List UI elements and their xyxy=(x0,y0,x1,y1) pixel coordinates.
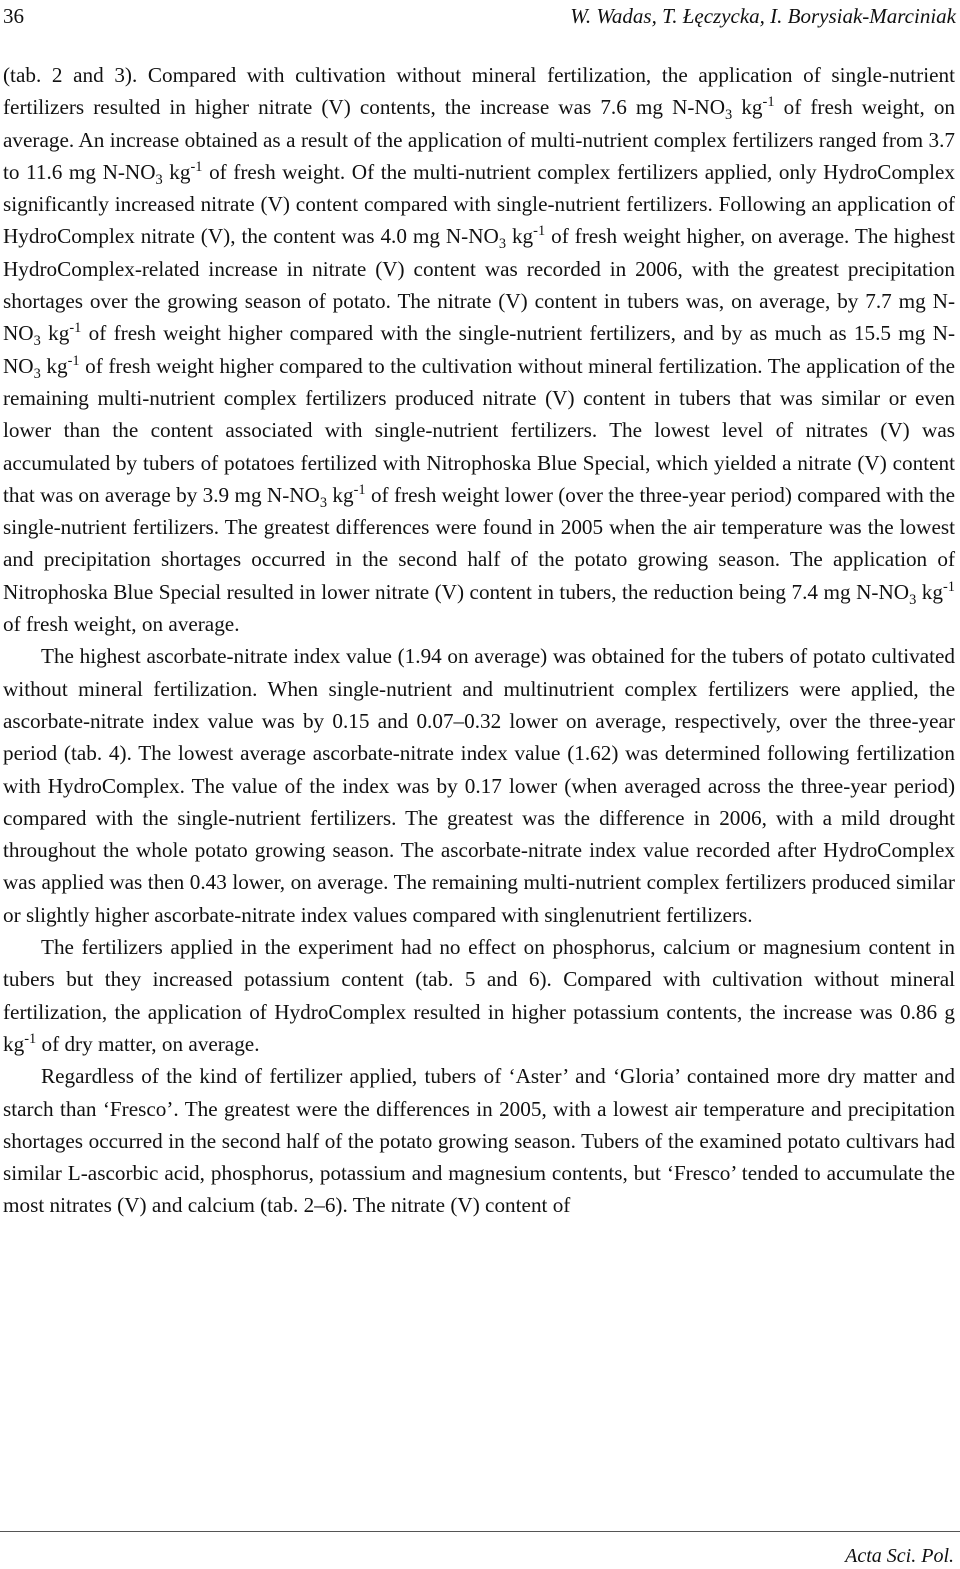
paragraph-nitrate-content: (tab. 2 and 3). Compared with cultivation without mineral fertilization, the application of single-nutrient fertilizers resulted in higher nitrate (V) contents, the increase was 7.6 mg $N-NO_3$ $kg^{-1}$ of fresh weight, on average. An increase obtained as a result of the application of multi-nutrient complex fertilizers ranged from 3.7 to 11.6 mg $N-NO_3$ $kg^{-1}$ of fresh weight. Of the multi-nutrient complex fertilizers applied, only HydroComplex significantly increased nitrate (V) content compared with single-nutrient fertilizers. Following an application of HydroComplex nitrate (V), the content was 4.0 mg $N-NO_3$ $kg^{-1}$ of fresh weight higher, on average. The highest HydroComplex-related increase in nitrate (V) content was recorded in 2006, with the greatest precipitation shortages over the growing season of potato. The nitrate (V) content in tubers was, on average, by 7.7 mg $N-NO_3$ $kg^{-1}$ of fresh weight higher compared with the single-nutrient fertilizers, and by as much as 15.5 mg $N-NO_3$ $kg^{-1}$ of fresh weight higher compared to the cultivation without mineral fertilization. The application of the remaining multi-nutrient complex fertilizers produced nitrate (V) content in tubers that was similar or even lower than the content associated with single-nutrient fertilizers. The lowest level of nitrates (V) was accumulated by tubers of potatoes fertilized with Nitrophoska Blue Special, which yielded a nitrate (V) content that was on average by 3.9 mg $N-NO_3$ $kg^{-1}$ of fresh weight lower (over the three-year period) compared with the single-nutrient fertilizers. The greatest differences were found in 2005 when the air temperature was the lowest and precipitation shortages occurred in the second half of the potato growing season. The application of Nitrophoska Blue Special resulted in lower nitrate (V) content in tubers, the reduction being 7.4 mg $N-NO_3$ $kg^{-1}$ of fresh weight, on average. xyxy=(3,63,956,637)
journal-footer: Acta Sci. Pol. xyxy=(845,1545,954,1567)
footer-divider xyxy=(0,1531,960,1532)
page-number: 36 xyxy=(3,4,24,28)
running-head-authors: W. Wadas, T. Łęczycka, I. Borysiak-Marciniak xyxy=(570,4,956,28)
paragraph-ascorbate-index: The highest ascorbate-nitrate index value (1.94 on average) was obtained for the tubers of potato cultivated without mineral fertilization. When single-nutrient and multinutrient complex fertilizers were applied, the ascorbate-nitrate index value was by 0.15 and 0.07–0.32 lower on average, respectively, over the three-year period (tab. 4). The lowest average ascorbate-nitrate index value (1.62) was determined following fertilization with HydroComplex. The value of the index was by 0.17 lower (when averaged across the three-year period) compared with the single-nutrient fertilizers. The greatest was the difference in 2006, with a mild drought throughout the whole potato growing season. The ascorbate-nitrate index value recorded after HydroComplex was applied was then 0.43 lower, on average. The remaining multi-nutrient complex fertilizers produced similar or slightly higher ascorbate-nitrate index values compared with singlenutrient fertilizers. xyxy=(3,644,955,927)
page-header xyxy=(0,2,960,30)
article-body xyxy=(3,59,955,1222)
paragraph-cultivars: Regardless of the kind of fertilizer applied, tubers of ‘Aster’ and ‘Gloria’ contained more dry matter and starch than ‘Fresco’. The greatest were the differences in 2005, with a lowest air temperature and precipitation shortages occurred in the second half of the potato growing season. Tubers of the examined potato cultivars had similar L-ascorbic acid, phosphorus, potassium and magnesium contents, but ‘Fresco’ tended to accumulate the most nitrates (V) and calcium (tab. 2–6). The nitrate (V) content of xyxy=(3,1064,955,1218)
paragraph-mineral-content: The fertilizers applied in the experiment had no effect on phosphorus, calcium or magnesium content in tubers but they increased potassium content (tab. 5 and 6). Compared with cultivation without mineral fertilization, the application of HydroComplex resulted in higher potassium contents, the increase was 0.86 g $kg^{-1}$ of dry matter, on average. xyxy=(3,935,955,1056)
